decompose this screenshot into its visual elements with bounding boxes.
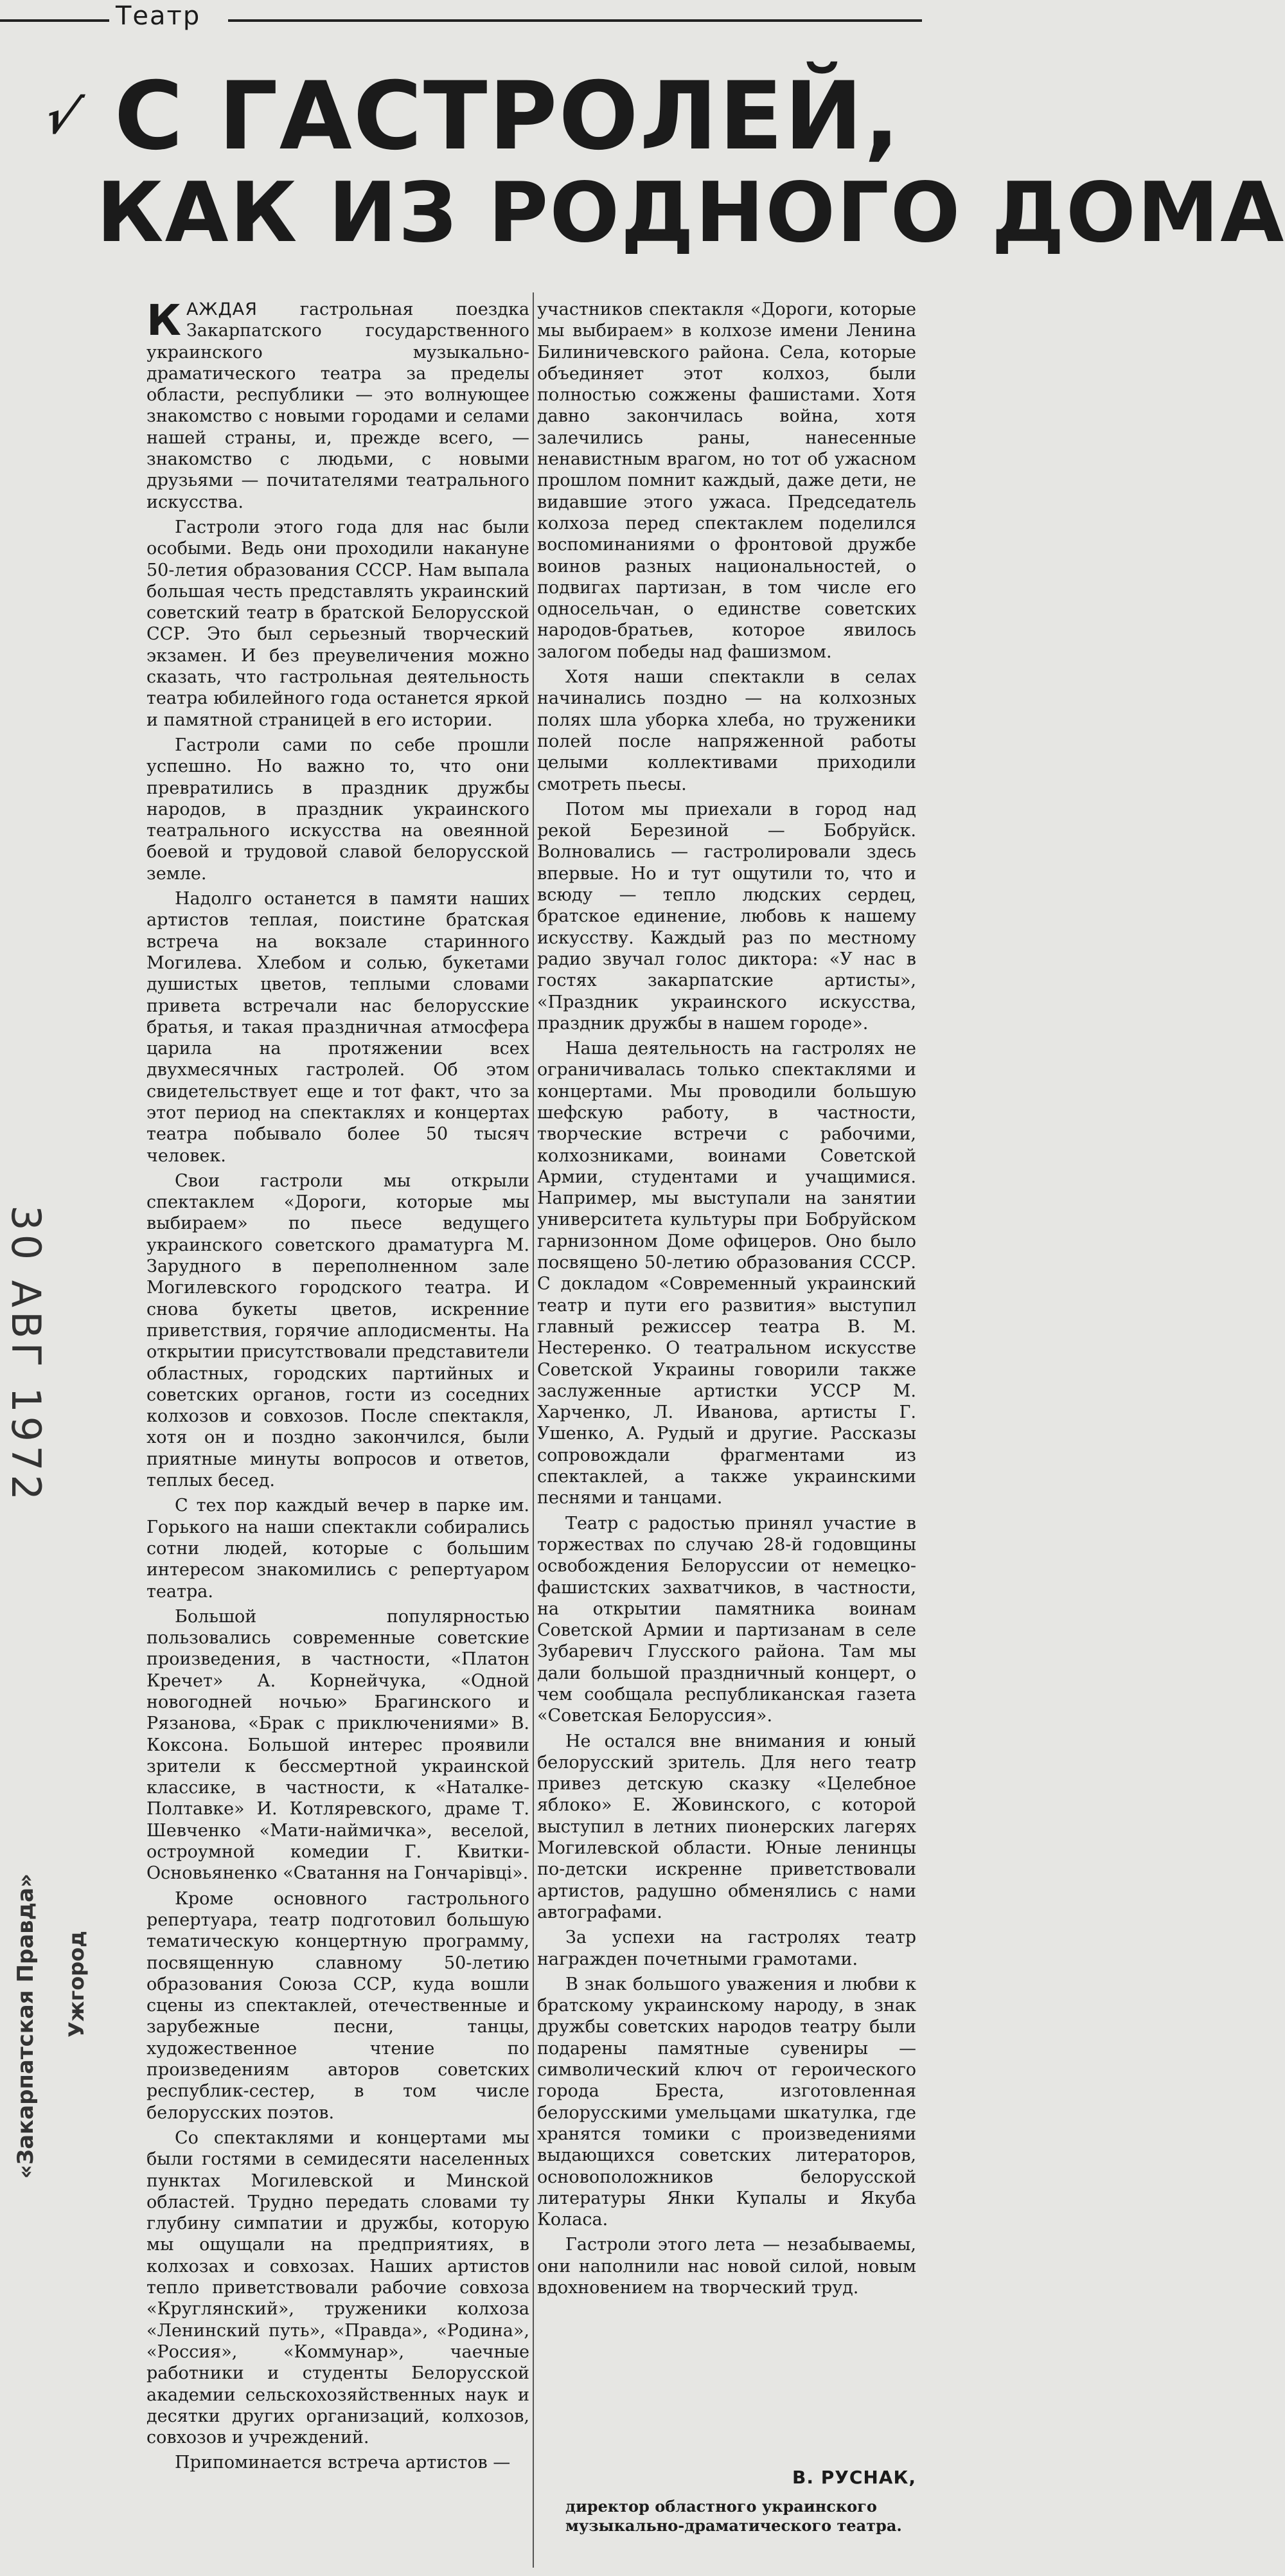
paragraph: Театр с радостью принял участие в торжествах по случаю 28-й годовщины освобождения Белоруссии от немецко-фашистских захватчиков, в частности, на открытии памятника воинам Советской Армии и партизанам в селе Зубаревич Глусского района. Там мы дали большой праздничный концерт, о чем сообщала республиканская газета «Советская Белоруссия». (537, 1513, 916, 1726)
date-stamp-text: 30 АВГ 1972 (3, 1205, 49, 1504)
rubric-rule-left (0, 19, 109, 22)
paragraph: Кроме основного гастрольного репертуара, театр подготовил большую тематическую концертную программу, посвященную славному 50-летию образования Союза ССР, куда вошли сцены из спектаклей, отечественные и зарубежные песни, танцы, художественное чтение по произведениям авторов советских республик-сестер, в том числе белорусских поэтов. (146, 1888, 529, 2123)
date-stamp (3, 1205, 54, 1504)
column-divider (533, 292, 534, 2568)
lead-caps: АЖДАЯ (186, 300, 258, 319)
paragraph: Гастроли сами по себе прошли успешно. Но важно то, что они превратились в праздник дружбы народов, в праздник украинского театрального искусства на овеянной боевой и трудовой славой белорусской земле. (146, 735, 529, 884)
headline-line-2: КАК ИЗ РОДНОГО ДОМА (96, 165, 1285, 261)
paragraph: Хотя наши спектакли в селах начинались поздно — на колхозных полях шла уборка хлеба, но труженики полей после напряженной работы целыми коллективами приходили смотреть пьесы. (537, 667, 916, 794)
article-column-2 (537, 299, 916, 2298)
rubric-rule-right (228, 19, 922, 22)
city-stamp: Ужгород (64, 1931, 89, 2037)
rubric-label: Театр (116, 1, 201, 31)
paragraph: Гастроли этого года для нас были особыми. Ведь они проходили накануне 50-летия образования СССР. Нам выпала большая честь представлять украинский советский театр в братской Белорусской ССР. Это был серьезный творческий экзамен. И без преувеличения можно сказать, что гастрольная деятельность театра юбилейного года останется яркой и памятной страницей в его истории. (146, 517, 529, 730)
paragraph: Припоминается встреча артистов — (175, 2453, 511, 2473)
paragraph: Гастроли этого лета — незабываемы, они наполнили нас новой силой, новым вдохновением на творческий труд. (537, 2235, 916, 2298)
paragraph: Надолго останется в памяти наших артистов теплая, поистине братская встреча на вокзале старинного Могилева. Хлебом и солью, букетами душистых цветов, теплыми словами привета встречали нас белорусские братья, и такая праздничная атмосфера царила на протяжении всех двухмесячных гастролей. Об этом свидетельствует еще и тот факт, что за этот период на спектаклях и концертах театра побывало более 50 тысяч человек. (146, 889, 529, 1166)
paragraph: Со спектаклями и концертами мы были гостями в семидесяти населенных пунктах Могилевской и Минской областей. Трудно передать словами ту глубину симпатии и дружбы, которую мы ощущали на предприятиях, в колхозах и совхозах. Наших артистов тепло приветствовали рабочие совхоза «Круглянский», труженики колхоза «Ленинский путь», «Правда», «Родина», «Россия», «Коммунар», чаечные работники и студенты Белорусской академии сельскохозяйственных наук и десятки других организаций, колхозов, совхозов и учреждений. (146, 2127, 529, 2448)
paragraph: В знак большого уважения и любви к братскому украинскому народу, в знак дружбы советских народов театру были подарены памятные сувениры — символический ключ от героического города Бреста, изготовленная белорусскими умельцами шкатулка, где хранятся томики с произведениями выдающихся советских литераторов, основоположников белорусской литературы Янки Купалы и Якуба Коласа. (537, 1974, 916, 2230)
paragraph: Наша деятельность на гастролях не ограничивалась только спектаклями и концертами. Мы проводили большую шефскую работу, в частности, творческие встречи с рабочими, колхозниками, воинами Советской Армии, студентами и учащимися. Например, мы выступали на занятии университета культуры при Бобруйском гарнизонном Доме офицеров. Оно было посвящено 50-летию образования СССР. С докладом «Современный украинский театр и пути его развития» выступил главный режиссер театра В. М. Нестеренко. О театральном искусстве Советской Украины говорили также заслуженные артистки УССР М. Харченко, Л. Иванова, артисты Г. Ушенко, А. Рудый и другие. Рассказы сопровождали фрагментами из спектаклей, а также украинскими песнями и танцами. (537, 1039, 916, 1508)
drop-cap: К (146, 296, 181, 345)
paragraph: Свои гастроли мы открыли спектаклем «Дороги, которые мы выбираем» по пьесе ведущего украинского советского драматурга М. Зарудного в переполненном зале Могилевского городского театра. И снова букеты цветов, искренние приветствия, горячие аплодисменты. На открытии присутствовали представители областных, городских партийных и советских органов, гости из соседних колхозов и совхозов. После спектакля, хотя он и поздно закончился, были приятные минуты вопросов и ответов, теплых бесед. (146, 1170, 529, 1491)
author-signature (537, 2467, 916, 2536)
check-mark-icon: √ (36, 90, 87, 144)
lead-text: гастрольная поездка Закарпатского государственного украинского музыкально-драматического театра за пределы области, республики — это волнующее знакомство с новыми городами и селами нашей страны, и, прежде всего, — знакомство с людьми, с новыми друзьями — почитателями театрального искусства. (146, 300, 529, 512)
newspaper-name-stamp: «Закарпатская Правда» (13, 1873, 39, 2179)
author-title: директор областного украинского музыкально-драматического театра. (565, 2497, 902, 2535)
paragraph: Большой популярностью пользовались современные советские произведения, в частности, «Платон Кречет» А. Корнейчука, «Одной новогодней ночью» Брагинского и Рязанова, «Брак с приключениями» В. Коксона. Большой интерес проявили зрители к бессмертной украинской классике, в частности, к «Наталке-Полтавке» И. Котляревского, драме Т. Шевченко «Мати-наймичка», веселой, остроумной комедии Г. Квитки-Основьяненко «Сватання на Гончарівці». (146, 1606, 529, 1884)
paragraph: С тех пор каждый вечер в парке им. Горького на наши спектакли собирались сотни людей, которые с большим интересом знакомились с репертуаром театра. (146, 1496, 529, 1602)
paragraph: Не остался вне внимания и юный белорусский зритель. Для него театр привез детскую сказку «Целебное яблоко» Е. Жовинского, с которой выступил в летних пионерских лагерях Могилевской области. Юные ленинцы по-детски искренне приветствовали артистов, радушно обменялись с нами автографами. (537, 1731, 916, 1922)
lead-paragraph (146, 296, 529, 513)
paragraph: За успехи на гастролях театр награжден почетными грамотами. (537, 1928, 916, 1969)
author-name: В. РУСНАК, (792, 2467, 916, 2488)
headline-line-1: С ГАСТРОЛЕЙ, (114, 62, 901, 171)
paragraph: участников спектакля «Дороги, которые мы выбираем» в колхозе имени Ленина Билиничевского района. Села, которые объединяет этот колхоз, были полностью сожжены фашистами. Хотя давно закончилась война, хотя залечились раны, нанесенные ненавистным врагом, но тот об ужасном прошлом помнит каждый, даже дети, не видавшие этого ужаса. Председатель колхоза перед спектаклем поделился воспоминаниями о фронтовой дружбе воинов разных национальностей, о подвигах партизан, в том числе его односельчан, о единстве советских народов-братьев, которое явилось залогом победы над фашизмом. (537, 300, 916, 662)
article-column-1 (146, 296, 529, 2474)
paragraph: Потом мы приехали в город над рекой Березиной — Бобруйск. Волновались — гастролировали здесь впервые. Но и тут ощутили то, что и всюду — тепло людских сердец, братское единение, любовь к нашему искусству. Каждый раз по местному радио звучал голос диктора: «У нас в гостях закарпатские артисты», «Праздник украинского искусства, праздник дружбы в нашем городе». (537, 799, 916, 1033)
